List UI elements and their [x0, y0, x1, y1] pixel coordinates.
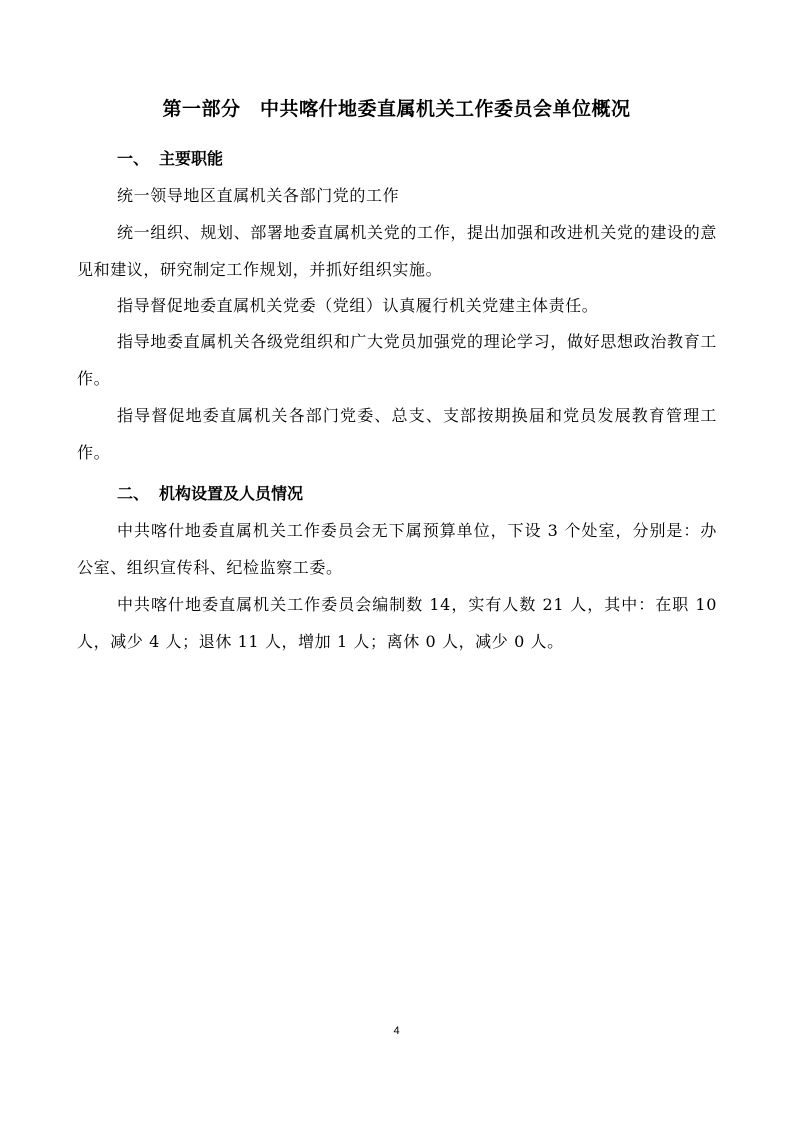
section-heading-functions — [117, 146, 223, 172]
paragraph: 中共喀什地委直属机关工作委员会无下属预算单位，下设 3 个处室，分别是：办公室、组织宣传科、纪检监察工委。 — [77, 521, 717, 577]
section-number: 一、 — [117, 149, 150, 168]
paragraph: 统一组织、规划、部署地委直属机关党的工作，提出加强和改进机关党的建设的意见和建议，研究制定工作规划，并抓好组织实施。 — [77, 223, 717, 279]
section-number: 二、 — [117, 484, 150, 503]
paragraph: 指导督促地委直属机关各部门党委、总支、支部按期换届和党员发展教育管理工作。 — [77, 406, 717, 462]
paragraph: 中共喀什地委直属机关工作委员会编制数 14，实有人数 21 人，其中：在职 10 人，减少 4 人；退休 11 人，增加 1 人；离休 0 人，减少 0 人。 — [77, 595, 717, 651]
page-title: 第一部分 中共喀什地委直属机关工作委员会单位概况 — [162, 98, 631, 120]
paragraph: 指导地委直属机关各级党组织和广大党员加强党的理论学习，做好思想政治教育工作。 — [77, 332, 717, 388]
section-title: 机构设置及人员情况 — [159, 484, 304, 503]
page-number: 4 — [393, 1025, 400, 1037]
section-title: 主要职能 — [159, 149, 224, 168]
section-heading-organization — [117, 481, 303, 507]
paragraph: 统一领导地区直属机关各部门党的工作 — [117, 186, 400, 205]
paragraph: 指导督促地委直属机关党委（党组）认真履行机关党建主体责任。 — [117, 296, 599, 315]
